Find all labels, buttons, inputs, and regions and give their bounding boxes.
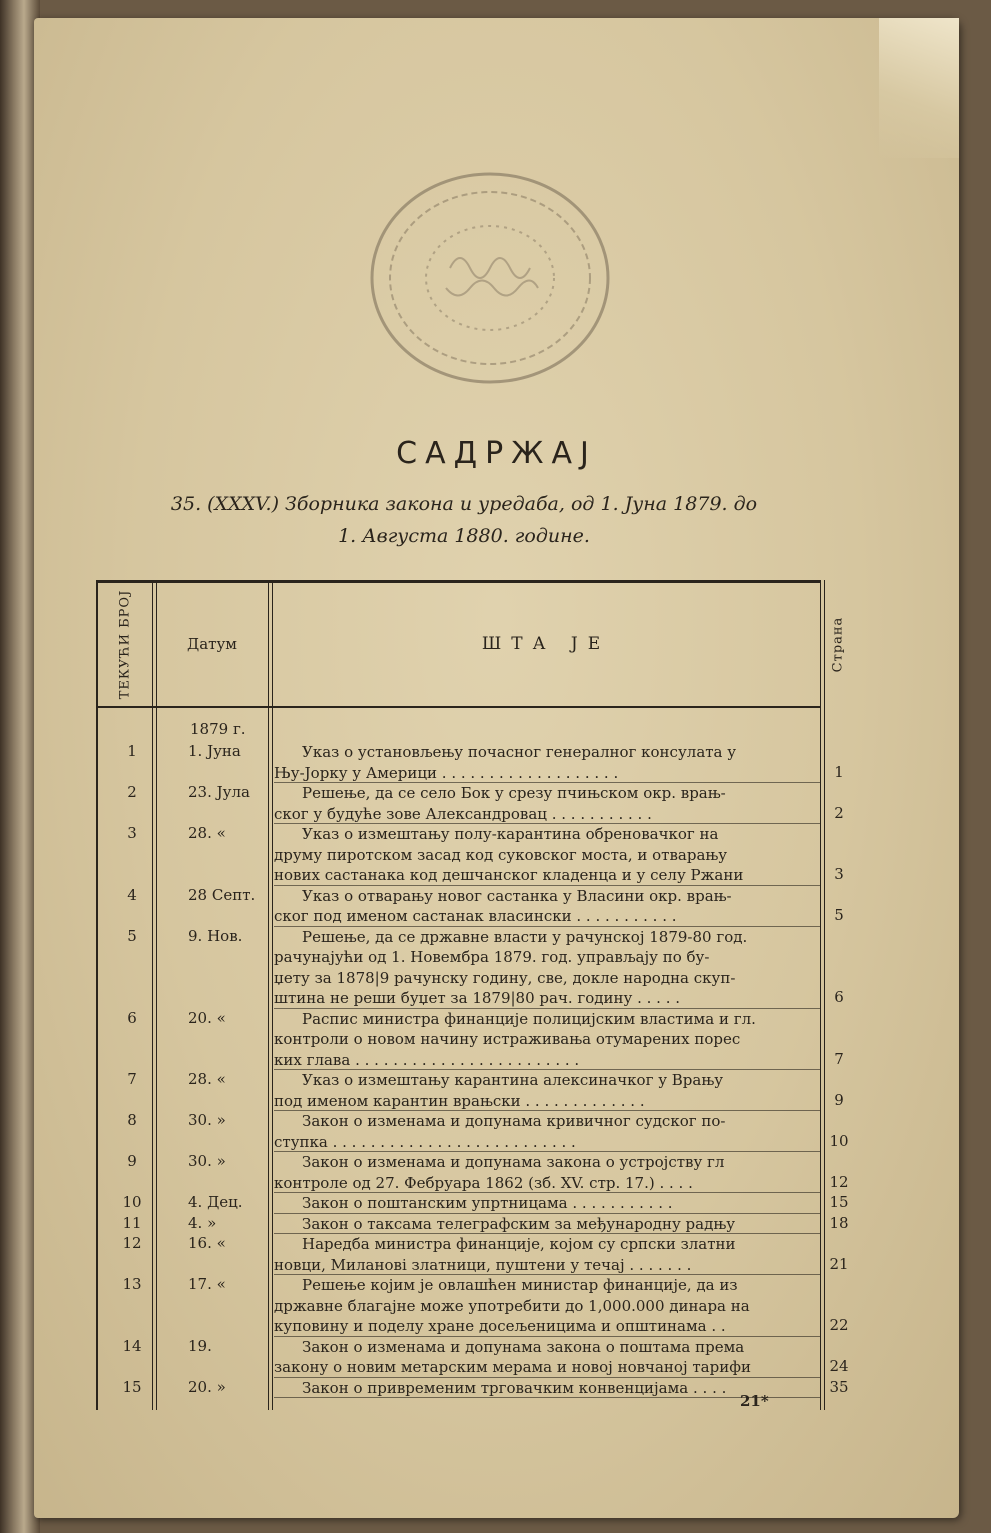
description-line: контроли о новом начину истраживања отумарених порес [274,1030,741,1048]
description-line: ског под именом састанак власински . . . . . . . . . . . [274,907,677,925]
row-date: 23. Јула [188,783,250,801]
row-date: 1. Јуна [188,742,241,760]
header-page-cell [824,584,852,704]
year-label: 1879 г. [190,720,246,738]
row-date: 19. [188,1336,212,1355]
row-date: 30. » [188,1152,226,1170]
header-page: Страна [830,616,846,672]
description-line: Указ о измештању карантина алексиначког у Врању [302,1071,724,1089]
header-what: ШТА ЈЕ [481,634,611,654]
row-number: 8 [127,1111,137,1129]
row-description [274,1070,822,1111]
header-date-cell [156,584,268,704]
row-number: 1 [127,742,137,760]
row-date: 9. Нов. [188,926,243,945]
description-line: Закон о привременим трговачким конвенцијама . . . . [302,1378,727,1397]
row-date: 16. « [188,1234,226,1252]
row-page-number: 6 [834,988,844,1006]
description-line: ких глава . . . . . . . . . . . . . . . . . . . . . . . . [274,1050,580,1069]
description-line: Решење, да се село Бок у срезу пчињском окр. врањ- [302,784,726,802]
header-number: ТЕКУЋИ БРОЈ [117,589,133,699]
description-line: ступка . . . . . . . . . . . . . . . . . . . . . . . . . . [274,1132,576,1151]
table-row [96,1152,856,1193]
row-page-number: 3 [834,865,844,883]
row-date: 30. » [188,1111,226,1129]
row-date: 4. » [188,1213,217,1232]
contents-table [96,560,849,1410]
row-number: 14 [122,1336,142,1355]
row-description [274,1111,822,1152]
description-line: Закон о поштанским упртницама . . . . . . . . . . . [302,1194,673,1212]
row-page-number: 2 [834,803,844,822]
table-row [96,742,856,783]
row-page-number: 24 [829,1357,849,1375]
table-row [96,783,856,824]
description-line: новци, Милановi златници, пуштени у течај . . . . . . . [274,1255,692,1274]
table-row [96,1070,856,1111]
row-page-number: 15 [829,1193,849,1211]
description-line: Наредба министра финанције, којом су српски златни [302,1235,736,1253]
row-number: 5 [127,926,137,945]
book-page [34,18,959,1518]
table-top-rule [96,580,820,583]
row-number: 9 [127,1152,137,1170]
signature-mark: 21* [740,1392,769,1410]
row-date: 28 Септ. [188,885,256,904]
row-number: 15 [122,1377,142,1396]
description-line: Закон о изменама и допунама закона о поштама према [302,1337,745,1356]
row-description [274,742,822,783]
table-row [96,1214,856,1235]
row-description [274,824,822,886]
row-date: 28. « [188,1070,226,1088]
description-line: контроле од 27. Фебруара 1862 (зб. XV. стр. 17.) . . . . [274,1173,693,1192]
description-line: државне благајне може употребити до 1,000.000 динара на [274,1296,750,1315]
header-date: Датум [187,635,237,653]
subtitle-line-2: 1. Августа 1880. године. [338,525,590,547]
description-line: Распис министра финанције полицијским властима и гл. [302,1009,756,1028]
description-line: ског у будуће зове Александровац . . . . . . . . . . . [274,804,652,823]
row-description [274,1337,822,1378]
description-line: куповину и поделу хране досељеницима и општинама . . [274,1317,726,1335]
row-page-number: 12 [829,1172,849,1191]
table-row [96,1337,856,1378]
row-description [274,783,822,824]
row-page-number: 9 [834,1090,844,1109]
row-page-number: 22 [829,1316,849,1334]
row-number: 3 [127,824,137,842]
row-date: 28. « [188,824,226,842]
description-line: нових састанака код дешчанског кладенца и у селу Ржани [274,866,744,884]
table-row [96,886,856,927]
row-description [274,1009,822,1071]
row-number: 13 [122,1275,142,1293]
table-row [96,1275,856,1337]
row-number: 12 [122,1234,142,1252]
header-what-cell [272,584,820,754]
row-page-number: 21 [829,1254,849,1273]
row-description [274,1214,822,1235]
description-line: под именом карантин врањски . . . . . . . . . . . . . [274,1091,645,1110]
header-number-cell [98,584,152,704]
description-line: рачунајући од 1. Новембра 1879. год. управљају по бу- [274,948,710,966]
worn-page-corner [879,18,959,158]
description-line: Решење, да се државне власти у рачунској 1879-80 год. [302,927,748,946]
row-page-number: 5 [834,906,844,924]
row-separator [274,1397,820,1398]
description-line: Указ о измештању полу-карантина обреновачког на [302,825,719,843]
description-line: Закон о изменама и допунама закона о устројству гл [302,1153,725,1171]
table-row [96,1009,856,1071]
library-stamp-seal [350,158,630,398]
description-line: штина не реши буџет за 1879|80 рач. годину . . . . . [274,989,681,1007]
row-number: 6 [127,1008,137,1027]
row-date: 4. Дец. [188,1193,243,1211]
description-line: Закон о изменама и допунама кривичног судског по- [302,1112,726,1130]
description-line: друму пиротском засад код суковског моста, и отварању [274,845,728,864]
subtitle-line-1: 35. (XXXV.) Зборника закона и уредаба, од 1. Јуна 1879. до [170,493,758,515]
row-date: 20. » [188,1377,226,1396]
row-page-number: 35 [829,1377,849,1396]
row-description [274,927,822,1009]
row-page-number: 1 [834,762,844,781]
row-description [274,1152,822,1193]
table-row [96,824,856,886]
table-row [96,1111,856,1152]
row-number: 10 [122,1193,142,1211]
row-description [274,1234,822,1275]
row-page-number: 10 [829,1131,849,1150]
page-subtitle [114,488,814,552]
description-line: Њу-Јорку у Америци . . . . . . . . . . . . . . . . . . . [274,763,619,782]
row-description [274,1193,822,1214]
row-number: 11 [122,1213,142,1232]
description-line: џету за 1878|9 рачунску годину, све, докле народна скуп- [274,968,736,987]
row-number: 4 [127,885,137,904]
row-page-number: 7 [834,1049,844,1068]
row-date: 20. « [188,1008,226,1027]
row-page-number: 18 [829,1213,849,1232]
row-description [274,886,822,927]
page-title: САДРЖАЈ [396,436,597,471]
description-line: Указ о отварању новог састанка у Власини окр. врањ- [302,886,732,905]
description-line: закону о новим метарским мерама и новој новчаној тарифи [274,1358,751,1376]
description-line: Закон о таксама телеграфским за међународну радњу [302,1214,736,1233]
table-row [96,927,856,1009]
row-number: 2 [127,783,137,801]
table-row [96,1234,856,1275]
row-number: 7 [127,1070,137,1088]
description-line: Указ о установљењу почасног генералног консулата у [302,743,737,761]
table-row [96,1193,856,1214]
row-description [274,1275,822,1337]
row-date: 17. « [188,1275,226,1293]
description-line: Решење којим је овлашћен министар финанције, да из [302,1276,738,1294]
